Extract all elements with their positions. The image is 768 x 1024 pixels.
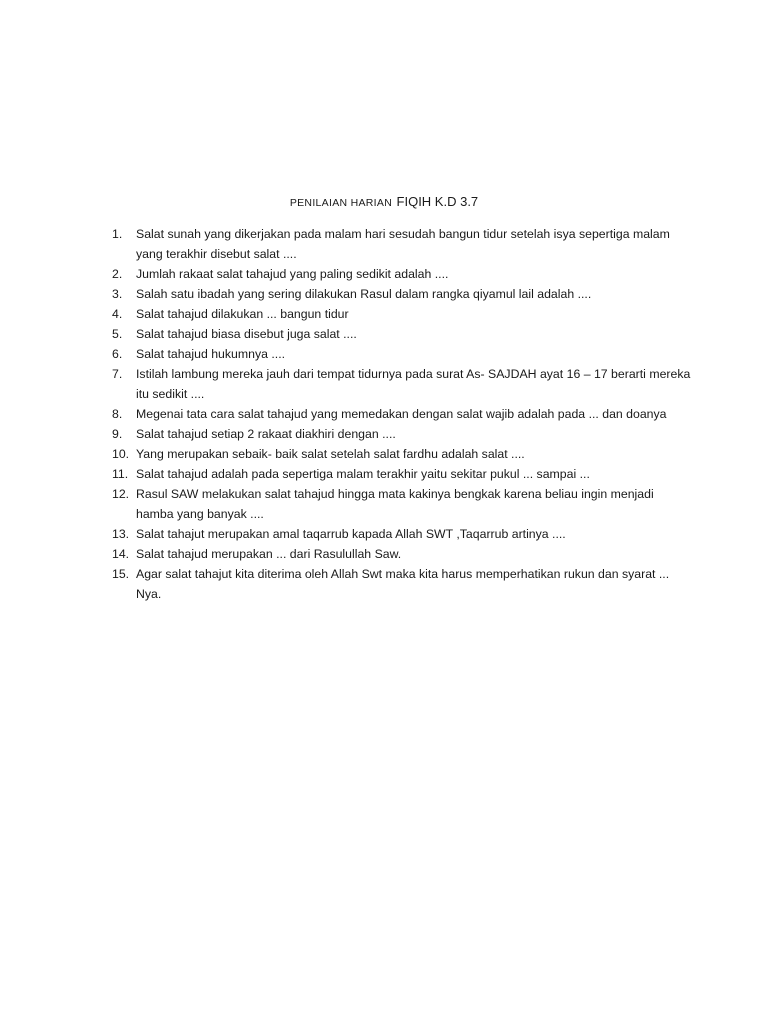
question-text: Salah satu ibadah yang sering dilakukan Rasul dalam rangka qiyamul lail adalah .... xyxy=(136,287,592,301)
page-title xyxy=(0,193,768,211)
list-item xyxy=(112,444,692,464)
question-number: 5. xyxy=(112,327,123,341)
question-number: 12. xyxy=(112,487,130,501)
title-prefix: PENILAIAN HARIAN xyxy=(289,197,393,209)
question-number: 10. xyxy=(112,447,130,461)
list-item xyxy=(112,364,692,404)
list-item xyxy=(112,344,692,364)
question-number: 1. xyxy=(112,227,123,241)
question-list xyxy=(112,224,692,604)
question-number: 13. xyxy=(112,527,130,541)
list-item xyxy=(112,284,692,304)
question-number: 8. xyxy=(112,407,123,421)
question-text: Salat tahajud dilakukan ... bangun tidur xyxy=(136,307,349,321)
question-text: Jumlah rakaat salat tahajud yang paling sedikit adalah .... xyxy=(136,267,449,281)
question-text: Salat tahajud hukumnya .... xyxy=(136,347,286,361)
list-item xyxy=(112,544,692,564)
question-text: Rasul SAW melakukan salat tahajud hingga mata kakinya bengkak karena beliau ingin menjadi hamba yang banyak .... xyxy=(136,487,654,521)
list-item xyxy=(112,564,692,604)
list-item xyxy=(112,264,692,284)
list-item xyxy=(112,524,692,544)
question-number: 9. xyxy=(112,427,123,441)
question-number: 7. xyxy=(112,367,123,381)
question-text: Salat tahajud adalah pada sepertiga malam terakhir yaitu sekitar pukul ... sampai ... xyxy=(136,467,590,481)
question-text: Yang merupakan sebaik- baik salat setelah salat fardhu adalah salat .... xyxy=(136,447,525,461)
list-item xyxy=(112,224,692,264)
question-number: 6. xyxy=(112,347,123,361)
list-item xyxy=(112,424,692,444)
title-subject: FIQIH K.D 3.7 xyxy=(396,194,479,209)
list-item xyxy=(112,484,692,524)
list-item xyxy=(112,324,692,344)
question-number: 11. xyxy=(112,467,129,481)
question-number: 14. xyxy=(112,547,130,561)
question-text: Salat sunah yang dikerjakan pada malam hari sesudah bangun tidur setelah isya sepertiga malam yang terakhir disebut salat .... xyxy=(136,227,670,261)
question-text: Istilah lambung mereka jauh dari tempat tidurnya pada surat As- SAJDAH ayat 16 – 17 berarti mereka itu sedikit .... xyxy=(136,367,691,401)
question-text: Salat tahajut merupakan amal taqarrub kapada Allah SWT ,Taqarrub artinya .... xyxy=(136,527,566,541)
list-item xyxy=(112,304,692,324)
question-number: 15. xyxy=(112,567,130,581)
question-number: 4. xyxy=(112,307,123,321)
question-text: Agar salat tahajut kita diterima oleh Allah Swt maka kita harus memperhatikan rukun dan syarat ... Nya. xyxy=(136,567,670,601)
question-text: Megenai tata cara salat tahajud yang memedakan dengan salat wajib adalah pada ... dan doanya xyxy=(136,407,667,421)
question-text: Salat tahajud biasa disebut juga salat .... xyxy=(136,327,357,341)
question-number: 3. xyxy=(112,287,123,301)
list-item xyxy=(112,404,692,424)
question-text: Salat tahajud setiap 2 rakaat diakhiri dengan .... xyxy=(136,427,396,441)
question-text: Salat tahajud merupakan ... dari Rasulullah Saw. xyxy=(136,547,402,561)
question-number: 2. xyxy=(112,267,123,281)
list-item xyxy=(112,464,692,484)
